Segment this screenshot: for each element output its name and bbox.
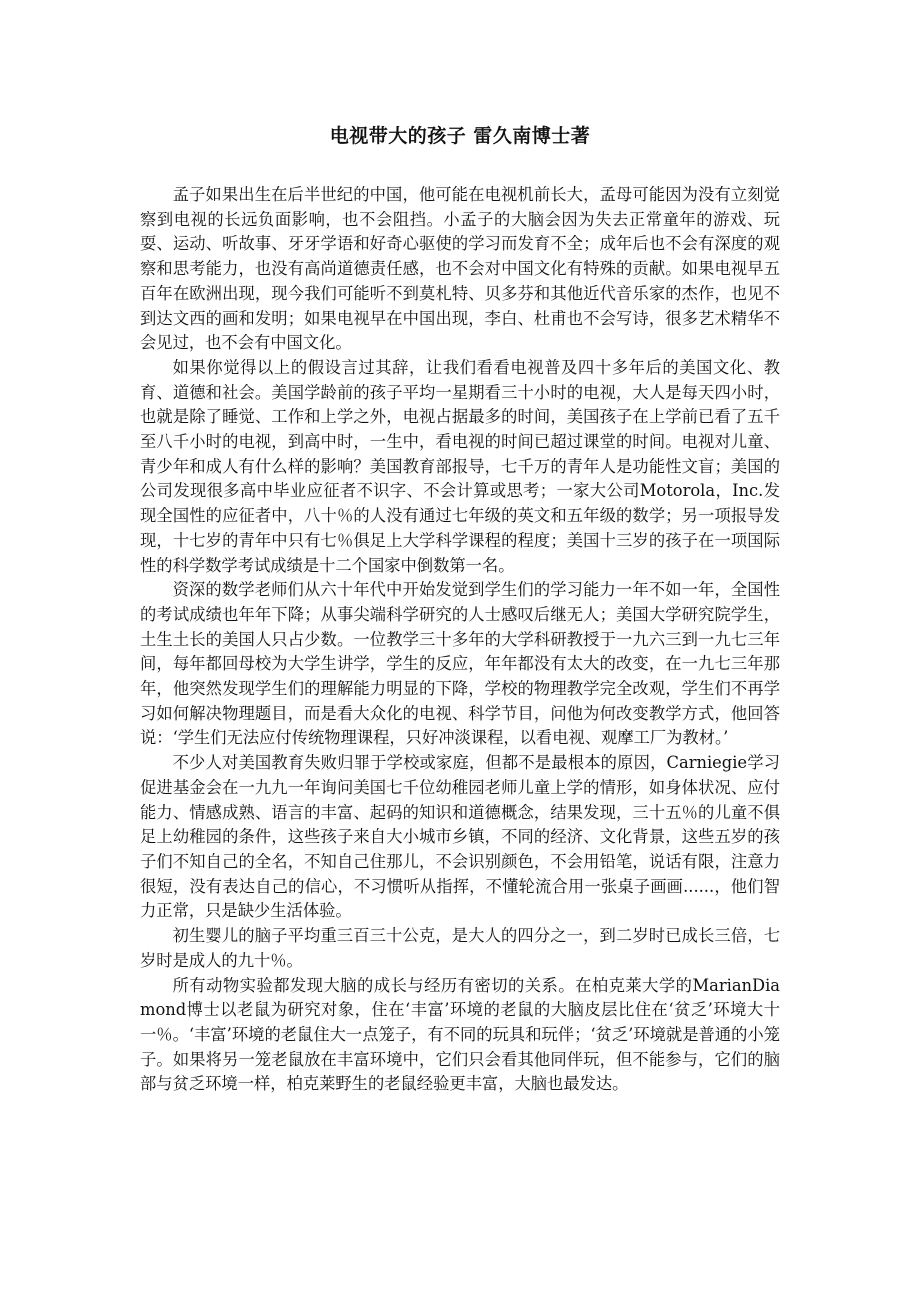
- paragraph-3: 资深的数学老师们从六十年代中开始发觉到学生们的学习能力一年不如一年，全国性的考试成绩也年年下降；从事尖端科学研究的人士感叹后继无人；美国大学研究院学生，土生土长的美国人只占少数。一位教学三十多年的大学科研教授于一九六三到一九七三年间，每年都回母校为大学生讲学，学生的反应，年年都没有太大的改变，在一九七三年那年，他突然发现学生们的理解能力明显的下降，学校的物理教学完全改观，学生们不再学习如何解决物理题目，而是看大众化的电视、科学节目，问他为何改变教学方式，他回答说：‘学生们无法应付传统物理课程，只好冲淡课程，以看电视、观摩工厂为教材。’: [140, 580, 780, 748]
- paragraph-5: 初生婴儿的脑子平均重三百三十公克，是大人的四分之一，到二岁时已成长三倍，七岁时是成人的九十％。: [140, 926, 780, 970]
- paragraph-6: 所有动物实验都发现大脑的成长与经历有密切的关系。在柏克莱大学的MarianDiamond博士以老鼠为研究对象，住在‘丰富’环境的老鼠的大脑皮层比住在‘贫乏’环境大十一％。‘丰富’环境的老鼠住大一点笼子，有不同的玩具和玩伴；‘贫乏’环境就是普通的小笼子。如果将另一笼老鼠放在丰富环境中，它们只会看其他同伴玩，但不能参与，它们的脑部与贫乏环境一样，柏克莱野生的老鼠经验更丰富，大脑也最发达。: [140, 975, 780, 1094]
- paragraph-1: 孟子如果出生在后半世纪的中国，他可能在电视机前长大，孟母可能因为没有立刻觉察到电视的长远负面影响，也不会阻挡。小孟子的大脑会因为失去正常童年的游戏、玩耍、运动、听故事、牙牙学语和好奇心驱使的学习而发育不全；成年后也不会有深度的观察和思考能力，也没有高尚道德责任感，也不会对中国文化有特殊的贡献。如果电视早五百年在欧洲出现，现今我们可能听不到莫札特、贝多芬和其他近代音乐家的杰作，也见不到达文西的画和发明；如果电视早在中国出现，李白、杜甫也不会写诗，很多艺术精华不会见过，也不会有中国文化。: [140, 185, 780, 353]
- paragraph-2: 如果你觉得以上的假设言过其辞，让我们看看电视普及四十多年后的美国文化、教育、道德和社会。美国学龄前的孩子平均一星期看三十小时的电视，大人是每天四小时，也就是除了睡觉、工作和上学之外，电视占据最多的时间，美国孩子在上学前已看了五千至八千小时的电视，到高中时，一生中，看电视的时间已超过课堂的时间。电视对儿童、青少年和成人有什么样的影响？美国教育部报导，七千万的青年人是功能性文盲；美国的公司发现很多高中毕业应征者不识字、不会计算或思考；一家大公司Motorola，Inc.发现全国性的应征者中，八十％的人没有通过七年级的英文和五年级的数学；另一项报导发现，十七岁的青年中只有七％俱足上大学科学课程的程度；美国十三岁的孩子在一项国际性的科学数学考试成绩是十二个国家中倒数第一名。: [140, 357, 780, 575]
- document-body: [140, 183, 780, 1097]
- paragraph-4: 不少人对美国教育失败归罪于学校或家庭，但都不是最根本的原因，Carniegie学习促进基金会在一九九一年询问美国七千位幼稚园老师儿童上学的情形，如身体状况、应付能力、情感成熟、语言的丰富、起码的知识和道德概念，结果发现，三十五％的儿童不俱足上幼稚园的条件，这些孩子来自大小城市乡镇，不同的经济、文化背景，这些五岁的孩子们不知自己的全名，不知自己住那儿，不会识别颜色，不会用铅笔，说话有限，注意力很短，没有表达自己的信心，不习惯听从指挥，不懂轮流合用一张桌子画画......，他们智力正常，只是缺少生活体验。: [140, 753, 780, 921]
- document-title: 电视带大的孩子 雷久南博士著: [329, 125, 591, 147]
